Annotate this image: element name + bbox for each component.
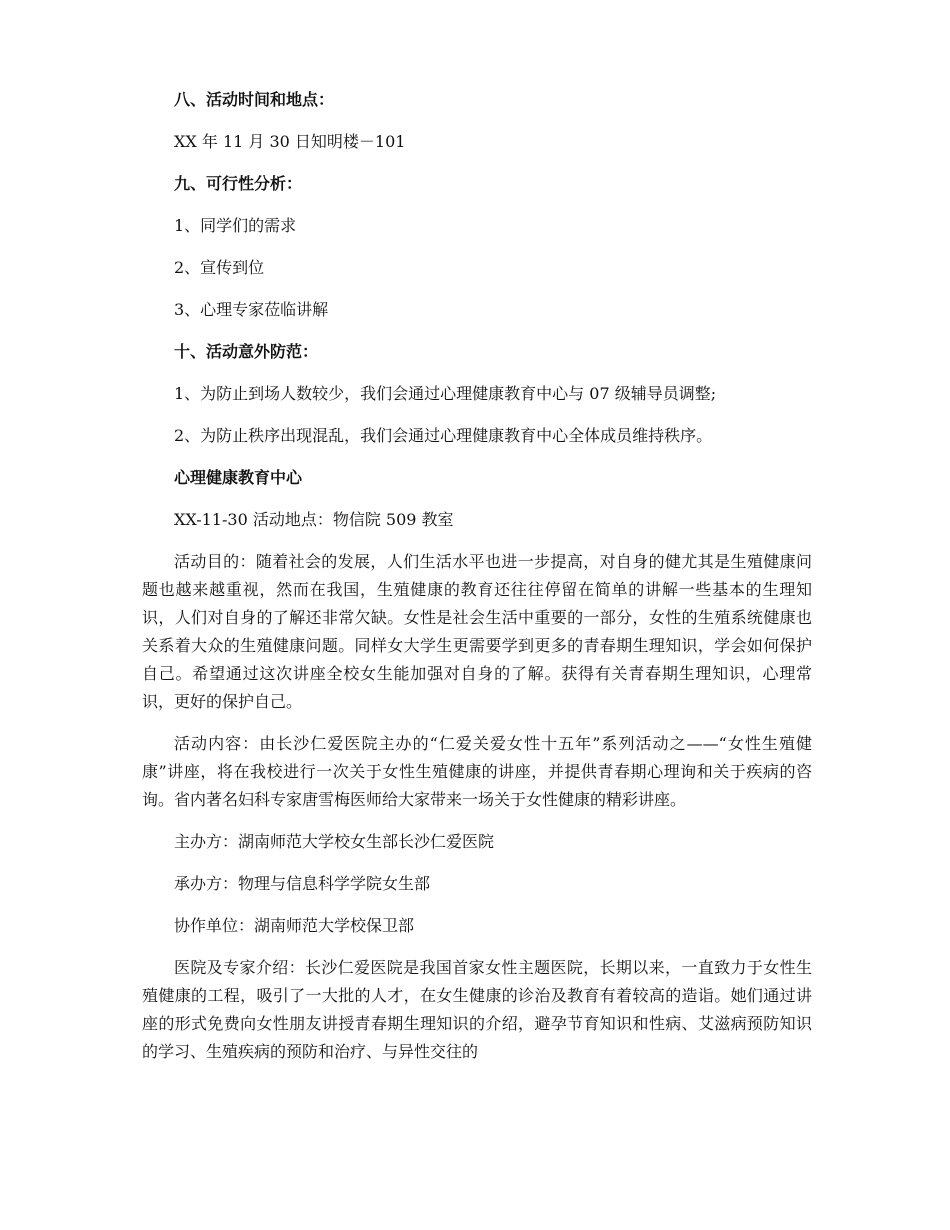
risk-prevention-item: 2、为防止秩序出现混乱，我们会通过心理健康教育中心全体成员维持秩序。 [174, 426, 713, 445]
feasibility-item: 1、同学们的需求 [174, 216, 297, 235]
document-body [142, 86, 812, 1080]
section-heading-feasibility: 九、可行性分析： [174, 174, 303, 193]
host-line: 承办方：物理与信息科学学院女生部 [174, 874, 431, 893]
activity-time-place-line: XX 年 11 月 30 日知明楼－101 [174, 132, 406, 151]
organization-heading: 心理健康教育中心 [174, 468, 303, 487]
hospital-expert-intro-paragraph: 医院及专家介绍：长沙仁爱医院是我国首家女性主题医院，长期以来，一直致力于女性生殖健康的工程，吸引了一大批的人才，在女生健康的诊治及教育有着较高的造诣。她们通过讲座的形式免费向女性朋友讲授青春期生理知识的介绍，避孕节育知识和性病、艾滋病预防知识的学习、生殖疾病的预防和治疗、与异性交往的 [142, 958, 812, 1061]
activity-purpose-paragraph: 活动目的：随着社会的发展，人们生活水平也进一步提高，对自身的健尤其是生殖健康问题也越来越重视，然而在我国，生殖健康的教育还往往停留在简单的讲解一些基本的生理知识，人们对自身的了解还非常欠缺。女性是社会生活中重要的一部分，女性的生殖系统健康也关系着大众的生殖健康问题。同样女大学生更需要学到更多的青春期生理知识，学会如何保护自己。希望通过这次讲座全校女生能加强对自身的了解。获得有关青春期生理知识，心理常识，更好的保护自己。 [142, 552, 812, 711]
organizer-line: 主办方：湖南师范大学校女生部长沙仁爱医院 [174, 832, 495, 851]
section-heading-risk-prevention: 十、活动意外防范： [174, 342, 319, 361]
feasibility-item: 3、心理专家莅临讲解 [174, 300, 329, 319]
risk-prevention-item: 1、为防止到场人数较少，我们会通过心理健康教育中心与 07 级辅导员调整; [174, 384, 717, 403]
activity-content-paragraph: 活动内容：由长沙仁爱医院主办的“仁爱关爱女性十五年”系列活动之——“女性生殖健康”讲座，将在我校进行一次关于女性生殖健康的讲座，并提供青春期心理询和关于疾病的咨询。省内著名妇科专家唐雪梅医师给大家带来一场关于女性健康的精彩讲座。 [142, 734, 812, 809]
feasibility-item: 2、宣传到位 [174, 258, 265, 277]
cooperating-unit-line: 协作单位：湖南师范大学校保卫部 [174, 916, 415, 935]
section-heading-activity-time-place: 八、活动时间和地点： [174, 90, 335, 109]
date-location-line: XX-11-30 活动地点：物信院 509 教室 [174, 510, 454, 529]
